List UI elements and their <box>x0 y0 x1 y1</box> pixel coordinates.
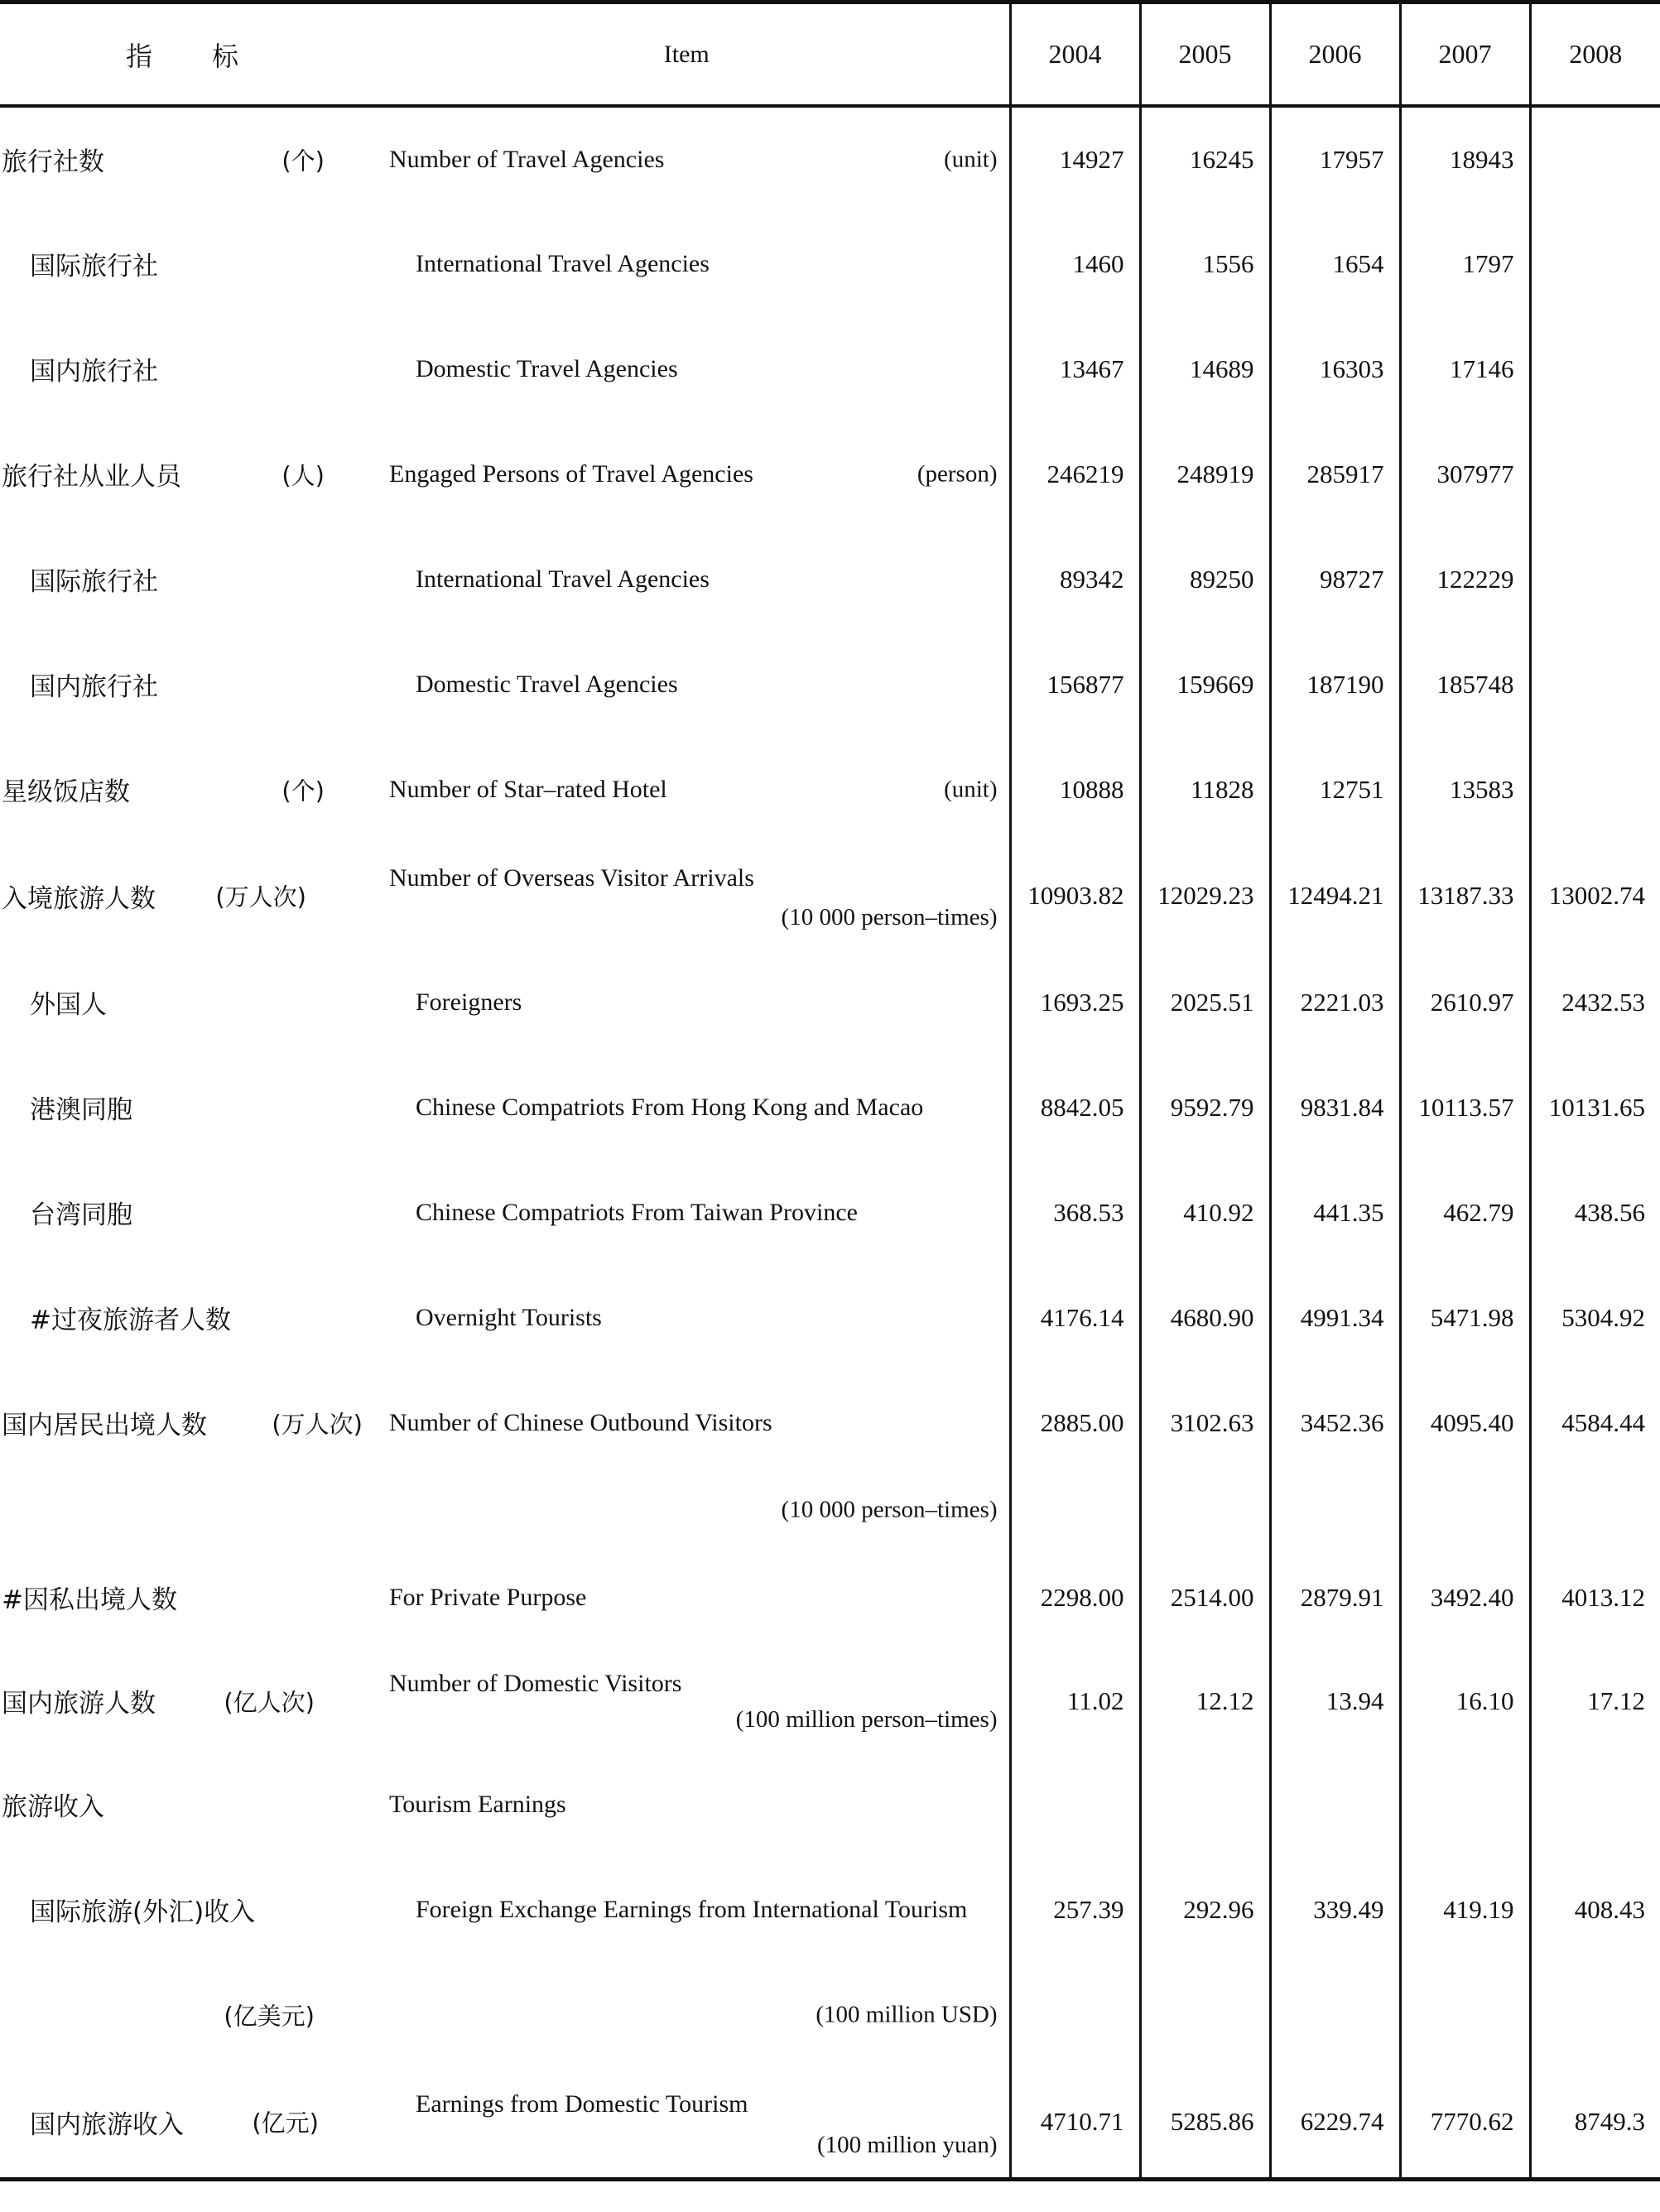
value-cell-2004: 257.39 <box>1010 1857 1140 1962</box>
item-en-unit: (10 000 person–times) <box>781 1496 998 1523</box>
value-cell-2006: 3452.36 <box>1270 1370 1400 1475</box>
indicator-zh-label: 国际旅行社 <box>30 252 158 281</box>
table-row <box>0 1055 1660 1160</box>
value-cell-2004: 89342 <box>1010 527 1140 632</box>
indicator-zh-unit: (万人次) <box>215 882 306 911</box>
value-cell-2005: 89250 <box>1140 527 1270 632</box>
item-en-unit: (100 million yuan) <box>817 2131 998 2158</box>
value-cell-2004: 4176.14 <box>1010 1265 1140 1370</box>
value-cell-2006: 12751 <box>1270 737 1400 842</box>
item-en-cell <box>364 632 1010 737</box>
indicator-zh-label: 国内旅行社 <box>30 672 158 702</box>
indicator-zh-label: 国际旅行社 <box>30 567 158 597</box>
table-row <box>0 950 1660 1055</box>
value-cell-2004: 246219 <box>1010 421 1140 527</box>
item-en-cell <box>364 842 1010 950</box>
item-en-cell <box>364 737 1010 842</box>
value-cell-2004: 10903.82 <box>1010 842 1140 950</box>
header-year-2007: 2007 <box>1400 2 1530 107</box>
table-row <box>0 1857 1660 1962</box>
indicator-zh-cell <box>0 1650 364 1752</box>
indicator-zh-unit: (亿元) <box>252 2109 319 2137</box>
value-cell-2005: 4680.90 <box>1140 1265 1270 1370</box>
indicator-zh-unit: (万人次) <box>272 1410 363 1438</box>
table-row <box>0 2067 1660 2179</box>
indicator-zh-cell <box>0 527 364 632</box>
item-en-cell <box>364 1475 1010 1545</box>
value-cell-2007: 419.19 <box>1400 1857 1530 1962</box>
item-en-label: Number of Domestic Visitors <box>389 1669 682 1697</box>
value-cell-2005: 159669 <box>1140 632 1270 737</box>
item-en-cell <box>364 527 1010 632</box>
item-en-label: Earnings from Domestic Tourism <box>416 2090 748 2118</box>
value-cell-2004: 11.02 <box>1010 1650 1140 1752</box>
item-en-cell <box>364 950 1010 1055</box>
item-en-unit: (person) <box>917 460 998 487</box>
item-en-unit: (unit) <box>944 776 998 802</box>
indicator-zh-unit: (人) <box>281 461 325 489</box>
table-row <box>0 737 1660 842</box>
value-cell-2006: 1654 <box>1270 211 1400 316</box>
item-en-cell <box>364 1857 1010 1962</box>
item-en-cell <box>364 1752 1010 1857</box>
value-cell-2007: 13583 <box>1400 737 1530 842</box>
indicator-zh-unit: (亿美元) <box>224 2002 315 2030</box>
value-cell-2007 <box>1400 1962 1530 2067</box>
header-row <box>0 2 1660 107</box>
value-cell-2004 <box>1010 1475 1140 1545</box>
value-cell-2004 <box>1010 1752 1140 1857</box>
item-en-label: Chinese Compatriots From Taiwan Province <box>416 1198 858 1226</box>
value-cell-2005 <box>1140 1962 1270 2067</box>
header-zh-char-2: 标 <box>212 40 239 72</box>
value-cell-2008 <box>1530 316 1660 421</box>
header-year-2005: 2005 <box>1140 2 1270 107</box>
value-cell-2007 <box>1400 1752 1530 1857</box>
item-en-label: Number of Overseas Visitor Arrivals <box>389 864 754 892</box>
value-cell-2005: 9592.79 <box>1140 1055 1270 1160</box>
value-cell-2007: 185748 <box>1400 632 1530 737</box>
value-cell-2007: 10113.57 <box>1400 1055 1530 1160</box>
indicator-zh-cell <box>0 1160 364 1265</box>
indicator-zh-cell <box>0 1857 364 1962</box>
table-row <box>0 1475 1660 1545</box>
value-cell-2006: 13.94 <box>1270 1650 1400 1752</box>
value-cell-2006: 6229.74 <box>1270 2067 1400 2179</box>
indicator-zh-label: 国内旅游人数 <box>2 1689 156 1719</box>
value-cell-2005: 12.12 <box>1140 1650 1270 1752</box>
indicator-zh-cell <box>0 1752 364 1857</box>
item-en-unit: (unit) <box>944 146 998 172</box>
item-en-label: Domestic Travel Agencies <box>416 354 678 382</box>
table-row <box>0 842 1660 950</box>
item-en-unit: (10 000 person–times) <box>781 904 998 930</box>
value-cell-2008 <box>1530 1962 1660 2067</box>
item-en-cell <box>364 1962 1010 2067</box>
value-cell-2004: 4710.71 <box>1010 2067 1140 2179</box>
indicator-zh-label: 港澳同胞 <box>30 1095 132 1125</box>
indicator-zh-cell <box>0 950 364 1055</box>
value-cell-2008: 17.12 <box>1530 1650 1660 1752</box>
table-row <box>0 1265 1660 1370</box>
indicator-zh-label: #因私出境人数 <box>2 1585 177 1615</box>
value-cell-2007 <box>1400 1475 1530 1545</box>
table-row <box>0 527 1660 632</box>
item-en-label: For Private Purpose <box>389 1583 587 1611</box>
value-cell-2006 <box>1270 1962 1400 2067</box>
value-cell-2005: 3102.63 <box>1140 1370 1270 1475</box>
value-cell-2005: 16245 <box>1140 106 1270 211</box>
value-cell-2005 <box>1140 1752 1270 1857</box>
value-cell-2007: 3492.40 <box>1400 1545 1530 1650</box>
item-en-label: Overnight Tourists <box>416 1303 602 1331</box>
indicator-zh-cell <box>0 1962 364 2067</box>
value-cell-2006: 339.49 <box>1270 1857 1400 1962</box>
table-row <box>0 1962 1660 2067</box>
value-cell-2008: 2432.53 <box>1530 950 1660 1055</box>
value-cell-2006 <box>1270 1752 1400 1857</box>
item-en-label: Domestic Travel Agencies <box>416 670 678 698</box>
indicator-zh-cell <box>0 1055 364 1160</box>
header-year-2006: 2006 <box>1270 2 1400 107</box>
value-cell-2004: 10888 <box>1010 737 1140 842</box>
item-en-cell <box>364 316 1010 421</box>
indicator-zh-label: 星级饭店数 <box>2 777 130 807</box>
table-row <box>0 1160 1660 1265</box>
indicator-zh-cell <box>0 211 364 316</box>
value-cell-2008 <box>1530 421 1660 527</box>
value-cell-2008 <box>1530 527 1660 632</box>
item-en-label: Engaged Persons of Travel Agencies <box>389 459 753 488</box>
value-cell-2004: 8842.05 <box>1010 1055 1140 1160</box>
indicator-zh-label: 旅行社从业人员 <box>2 462 181 492</box>
indicator-zh-unit: (个) <box>281 777 325 805</box>
indicator-zh-cell <box>0 737 364 842</box>
value-cell-2007: 4095.40 <box>1400 1370 1530 1475</box>
value-cell-2007: 1797 <box>1400 211 1530 316</box>
indicator-zh-label: 国内居民出境人数 <box>2 1411 207 1440</box>
value-cell-2004: 1460 <box>1010 211 1140 316</box>
indicator-zh-cell <box>0 316 364 421</box>
item-en-cell <box>364 1055 1010 1160</box>
value-cell-2008 <box>1530 632 1660 737</box>
value-cell-2008: 408.43 <box>1530 1857 1660 1962</box>
indicator-zh-cell <box>0 1265 364 1370</box>
value-cell-2008: 4584.44 <box>1530 1370 1660 1475</box>
value-cell-2007: 16.10 <box>1400 1650 1530 1752</box>
indicator-zh-cell <box>0 842 364 950</box>
indicator-zh-label: 国内旅游收入 <box>30 2109 184 2140</box>
indicator-zh-label: 入境旅游人数 <box>2 883 156 914</box>
header-item: Item <box>364 2 1010 107</box>
value-cell-2008 <box>1530 737 1660 842</box>
table-body <box>0 106 1660 2179</box>
indicator-zh-cell <box>0 106 364 211</box>
item-en-label: Tourism Earnings <box>389 1790 566 1818</box>
value-cell-2005: 11828 <box>1140 737 1270 842</box>
table-row <box>0 211 1660 316</box>
header-year-2008: 2008 <box>1530 2 1660 107</box>
item-en-unit: (100 million USD) <box>816 2001 998 2027</box>
value-cell-2006: 98727 <box>1270 527 1400 632</box>
value-cell-2008 <box>1530 1475 1660 1545</box>
value-cell-2008 <box>1530 211 1660 316</box>
value-cell-2006: 16303 <box>1270 316 1400 421</box>
item-en-label: Number of Travel Agencies <box>389 145 665 173</box>
item-en-cell <box>364 1370 1010 1475</box>
value-cell-2007: 13187.33 <box>1400 842 1530 950</box>
indicator-zh-cell <box>0 1545 364 1650</box>
table-row <box>0 1650 1660 1752</box>
value-cell-2008: 5304.92 <box>1530 1265 1660 1370</box>
header-indicator-zh <box>0 2 364 107</box>
item-en-unit: (100 million person–times) <box>735 1706 998 1733</box>
table-row <box>0 632 1660 737</box>
value-cell-2007: 17146 <box>1400 316 1530 421</box>
item-en-label: International Travel Agencies <box>416 565 710 593</box>
value-cell-2007: 5471.98 <box>1400 1265 1530 1370</box>
value-cell-2005: 2025.51 <box>1140 950 1270 1055</box>
indicator-zh-label: 旅游收入 <box>2 1792 104 1822</box>
indicator-zh-cell <box>0 421 364 527</box>
value-cell-2006: 9831.84 <box>1270 1055 1400 1160</box>
value-cell-2004: 2298.00 <box>1010 1545 1140 1650</box>
item-en-cell <box>364 1650 1010 1752</box>
value-cell-2005: 2514.00 <box>1140 1545 1270 1650</box>
table-row <box>0 1545 1660 1650</box>
header-year-2004: 2004 <box>1010 2 1140 107</box>
value-cell-2006: 2221.03 <box>1270 950 1400 1055</box>
table-row <box>0 106 1660 211</box>
indicator-zh-unit: (亿人次) <box>224 1688 315 1716</box>
indicator-zh-cell <box>0 1475 364 1545</box>
value-cell-2004: 368.53 <box>1010 1160 1140 1265</box>
item-en-label: Number of Star–rated Hotel <box>389 775 667 803</box>
value-cell-2004: 14927 <box>1010 106 1140 211</box>
header-zh-char-1: 指 <box>125 40 152 72</box>
indicator-zh-cell <box>0 632 364 737</box>
indicator-zh-label: 旅行社数 <box>2 147 104 177</box>
table-row <box>0 1370 1660 1475</box>
value-cell-2008: 438.56 <box>1530 1160 1660 1265</box>
value-cell-2006: 4991.34 <box>1270 1265 1400 1370</box>
item-en-cell <box>364 1160 1010 1265</box>
indicator-zh-unit: (个) <box>281 147 325 175</box>
item-en-label: International Travel Agencies <box>416 249 710 277</box>
value-cell-2004 <box>1010 1962 1140 2067</box>
value-cell-2007: 122229 <box>1400 527 1530 632</box>
value-cell-2005: 292.96 <box>1140 1857 1270 1962</box>
indicator-zh-label: 国内旅行社 <box>30 357 158 387</box>
item-en-cell <box>364 211 1010 316</box>
value-cell-2008: 13002.74 <box>1530 842 1660 950</box>
value-cell-2004: 2885.00 <box>1010 1370 1140 1475</box>
value-cell-2008: 10131.65 <box>1530 1055 1660 1160</box>
value-cell-2006: 2879.91 <box>1270 1545 1400 1650</box>
value-cell-2004: 1693.25 <box>1010 950 1140 1055</box>
value-cell-2005: 1556 <box>1140 211 1270 316</box>
value-cell-2007: 2610.97 <box>1400 950 1530 1055</box>
value-cell-2005: 248919 <box>1140 421 1270 527</box>
value-cell-2005: 14689 <box>1140 316 1270 421</box>
value-cell-2008: 4013.12 <box>1530 1545 1660 1650</box>
value-cell-2006 <box>1270 1475 1400 1545</box>
item-en-cell <box>364 1265 1010 1370</box>
item-en-cell <box>364 106 1010 211</box>
indicator-zh-label: 外国人 <box>30 990 107 1020</box>
indicator-zh-label: #过夜旅游者人数 <box>30 1306 231 1335</box>
value-cell-2006: 285917 <box>1270 421 1400 527</box>
value-cell-2005: 5285.86 <box>1140 2067 1270 2179</box>
table-row <box>0 1752 1660 1857</box>
table-row <box>0 421 1660 527</box>
indicator-zh-label: 国际旅游(外汇)收入 <box>30 1897 256 1927</box>
value-cell-2006: 187190 <box>1270 632 1400 737</box>
value-cell-2004: 13467 <box>1010 316 1140 421</box>
item-en-cell <box>364 2067 1010 2179</box>
value-cell-2007: 18943 <box>1400 106 1530 211</box>
item-en-label: Foreign Exchange Earnings from International Tourism <box>416 1895 968 1923</box>
value-cell-2008 <box>1530 106 1660 211</box>
table-row <box>0 316 1660 421</box>
value-cell-2005: 12029.23 <box>1140 842 1270 950</box>
item-en-label: Foreigners <box>416 988 522 1016</box>
value-cell-2008 <box>1530 1752 1660 1857</box>
value-cell-2007: 307977 <box>1400 421 1530 527</box>
value-cell-2008: 8749.3 <box>1530 2067 1660 2179</box>
value-cell-2007: 462.79 <box>1400 1160 1530 1265</box>
value-cell-2006: 12494.21 <box>1270 842 1400 950</box>
value-cell-2006: 441.35 <box>1270 1160 1400 1265</box>
value-cell-2007: 7770.62 <box>1400 2067 1530 2179</box>
item-en-label: Chinese Compatriots From Hong Kong and Macao <box>416 1093 924 1121</box>
indicator-zh-cell <box>0 1370 364 1475</box>
indicator-zh-cell <box>0 2067 364 2179</box>
value-cell-2006: 17957 <box>1270 106 1400 211</box>
value-cell-2005 <box>1140 1475 1270 1545</box>
value-cell-2004: 156877 <box>1010 632 1140 737</box>
item-en-cell <box>364 421 1010 527</box>
indicator-zh-label: 台湾同胞 <box>30 1200 132 1230</box>
value-cell-2005: 410.92 <box>1140 1160 1270 1265</box>
item-en-label: Number of Chinese Outbound Visitors <box>389 1408 772 1436</box>
item-en-cell <box>364 1545 1010 1650</box>
